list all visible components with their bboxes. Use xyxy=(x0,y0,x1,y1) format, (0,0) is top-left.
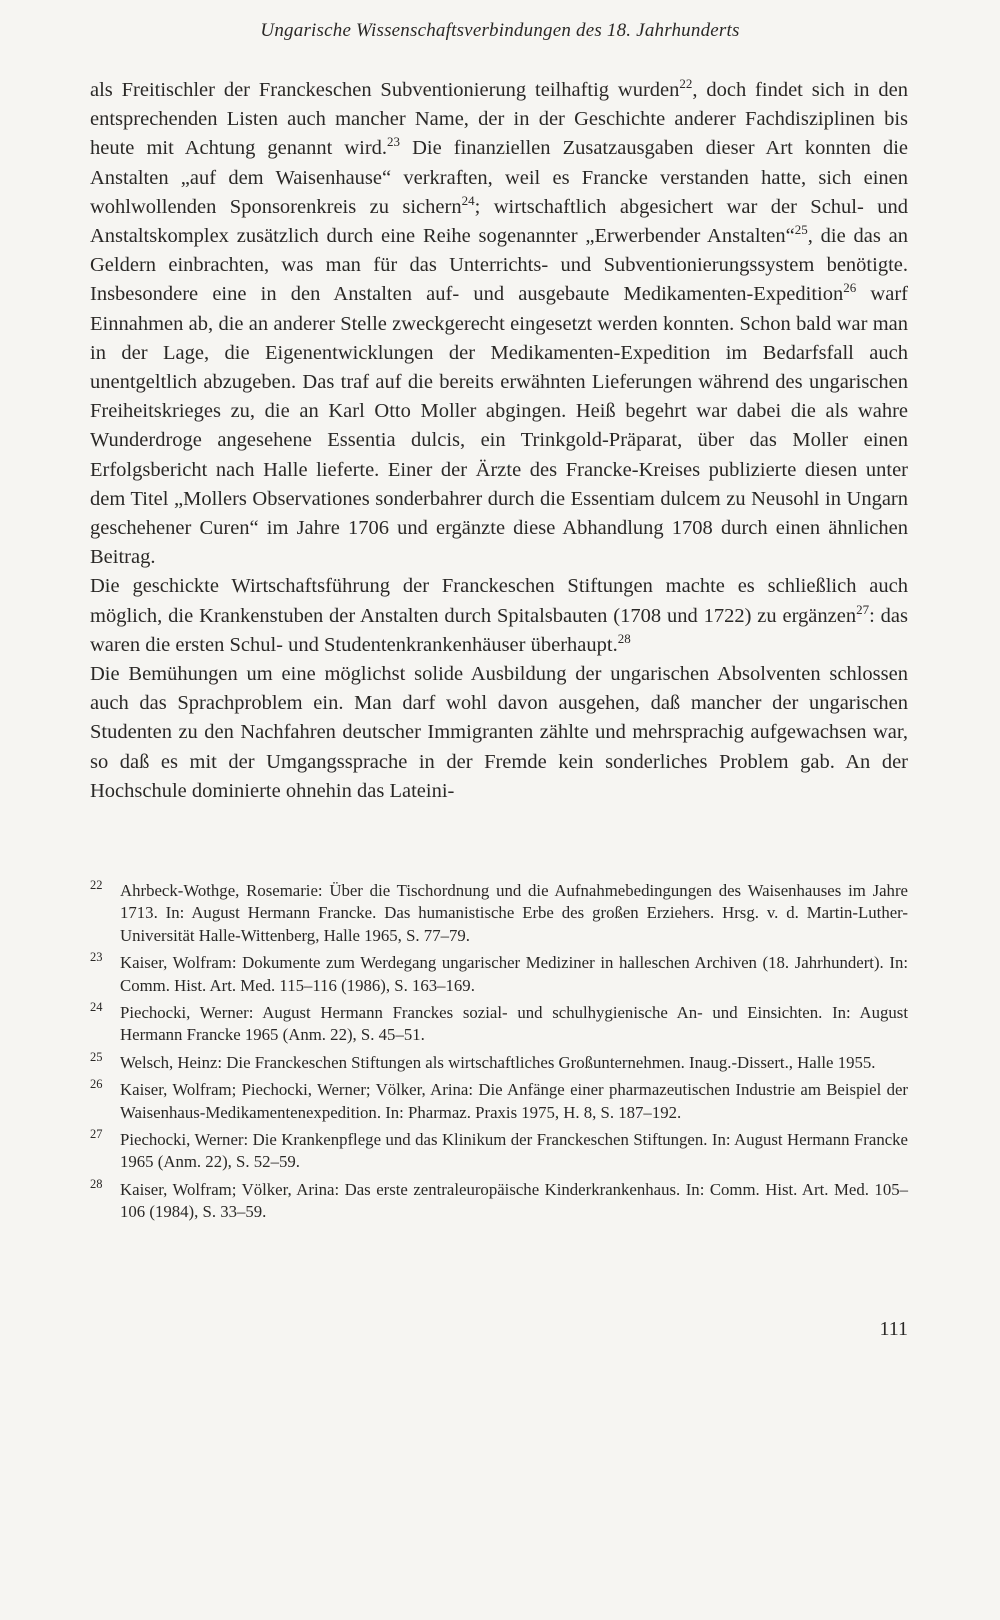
footnote xyxy=(90,1129,908,1174)
footnote-number: 27 xyxy=(90,1127,103,1142)
footnote-ref: 22 xyxy=(679,76,693,92)
footnotes xyxy=(90,880,908,1229)
footnote-number: 23 xyxy=(90,950,103,965)
text-run: Die Bemühungen um eine möglichst solide Ausbildung der ungarischen Absolventen schlossen auch das Sprachproblem ein. Man darf wohl davon ausgehen, daß mancher der ungarischen Studenten zu den Nachfahren deutscher Immigranten zählte und mehrsprachig aufgewachsen war, so daß es mit der Umgangssprache in der Fremde kein sonderliches Problem gab. An der Hochschule dominierte ohnehin das Lateini- xyxy=(90,663,908,802)
footnote-text: Welsch, Heinz: Die Franckeschen Stiftungen als wirtschaftliches Großunternehmen. Inaug.-Dissert., Halle 1955. xyxy=(120,1052,876,1072)
footnote xyxy=(90,1079,908,1124)
footnote-ref: 27 xyxy=(856,601,870,617)
page-number: 111 xyxy=(879,1318,908,1340)
running-head: Ungarische Wissenschaftsverbindungen des 18. Jahrhunderts xyxy=(260,20,740,41)
footnote xyxy=(90,1176,908,1224)
footnote-number: 24 xyxy=(90,1000,103,1015)
text-run: : das waren die ersten Schul- und Studentenkrankenhäuser überhaupt. xyxy=(90,604,908,656)
paragraph xyxy=(90,572,908,660)
text-run: Die geschickte Wirtschaftsführung der Franckeschen Stiftungen machte es schließlich auch möglich, die Krankenstuben der Anstalten durch Spitalsbauten (1708 und 1722) zu ergänzen xyxy=(90,575,908,627)
footnote-number: 22 xyxy=(90,878,103,892)
footnote-number: 25 xyxy=(90,1049,103,1064)
footnote-ref: 23 xyxy=(387,134,401,150)
footnote-ref: 24 xyxy=(461,192,475,208)
footnote-text: Piechocki, Werner: Die Krankenpflege und das Klinikum der Franckeschen Stiftungen. In: August Hermann Francke 1965 (Anm. 22), S. 52–59. xyxy=(120,1130,908,1172)
text-run: , doch findet sich in den entsprechenden Listen auch mancher Name, der in der Geschichte anderer Fachdisziplinen bis heute mit Achtung genannt wird. xyxy=(90,79,908,160)
paragraph xyxy=(90,660,908,806)
text-run: warf Einnahmen ab, die an anderer Stelle zweckgerecht eingesetzt werden konnten. Schon bald war man in der Lage, die Eigenentwicklungen der Medikamenten-Expedition im Bedarfsfall auch unentgeltlich abzugeben. Das traf auf die bereits erwähnten Lieferungen während des ungarischen Freiheitskrieges zu, die an Karl Otto Moller abgingen. Heiß begehrt war dabei die als wahre Wunderdroge angesehene Essentia dulcis, ein Trinkgold-Präparat, über das Moller einen Erfolgsbericht nach Halle lieferte. Einer der Ärzte des Francke-Kreises publizierte diesen unter dem Titel „Mollers Observationes sonderbahrer durch die Essentiam dulcem zu Neusohl in Ungarn geschehener Curen“ im Jahre 1706 und ergänzte diese Abhandlung 1708 durch einen ähnlichen Beitrag. xyxy=(90,283,908,569)
footnote-text: Kaiser, Wolfram; Piechocki, Werner; Völker, Arina: Die Anfänge einer pharmazeutischen Industrie am Beispiel der Waisenhaus-Medikamentenexpedition. In: Pharmaz. Praxis 1975, H. 8, S. 187–192. xyxy=(120,1080,908,1122)
footnote xyxy=(90,1049,908,1074)
text-run: ; wirtschaftlich abgesichert war der Schul- und Anstaltskomplex zusätzlich durch eine Reihe sogenannter „Erwerbender Anstalten“ xyxy=(90,195,908,248)
footnote xyxy=(90,880,908,947)
text-run: als Freitischler der Franckeschen Subventionierung teilhaftig wurden xyxy=(90,79,680,101)
footnote-text: Ahrbeck-Wothge, Rosemarie: Über die Tischordnung und die Aufnahmebedingungen des Waisenhauses im Jahre 1713. In: August Hermann Francke. Das humanistische Erbe des großen Erziehers. Hrsg. v. d. Martin-Luther-Universität Halle-Wittenberg, Halle 1965, S. 77–79. xyxy=(120,881,908,945)
footnote xyxy=(90,952,908,997)
footnote-number: 28 xyxy=(90,1176,103,1191)
text-run: Die finanziellen Zusatzausgaben dieser Art konnten die Anstalten „auf dem Waisenhause“ verkraften, weil es Francke verstanden hatte, sich einen wohlwollenden Sponsorenkreis zu sichern xyxy=(90,137,908,218)
footnote xyxy=(90,1002,908,1047)
footnote-number: 26 xyxy=(90,1077,103,1092)
footnote-text: Kaiser, Wolfram: Dokumente zum Werdegang ungarischer Mediziner in halleschen Archiven (18. Jahrhundert). In: Comm. Hist. Art. Med. 115–116 (1986), S. 163–169. xyxy=(120,953,908,995)
footnote-text: Kaiser, Wolfram; Völker, Arina: Das erste zentraleuropäische Kinderkrankenhaus. In: Comm. Hist. Art. Med. 105–106 (1984), S. 33–59. xyxy=(120,1179,908,1222)
footnote-text: Piechocki, Werner: August Hermann Franckes sozial- und schulhygienische An- und Einsichten. In: August Hermann Francke 1965 (Anm. 22), S. 45–51. xyxy=(120,1003,908,1045)
paragraph xyxy=(90,76,908,572)
footnote-ref: 25 xyxy=(794,222,808,238)
footnote-ref: 28 xyxy=(617,631,631,647)
text-run: , die das an Geldern einbrachten, was man für das Unterrichts- und Subventionierungssystem benötigte. Insbesondere eine in den Anstalten auf- und ausgebaute Medikamenten-Expedition xyxy=(90,225,908,306)
footnote-ref: 26 xyxy=(843,280,857,296)
body-text xyxy=(90,76,908,806)
